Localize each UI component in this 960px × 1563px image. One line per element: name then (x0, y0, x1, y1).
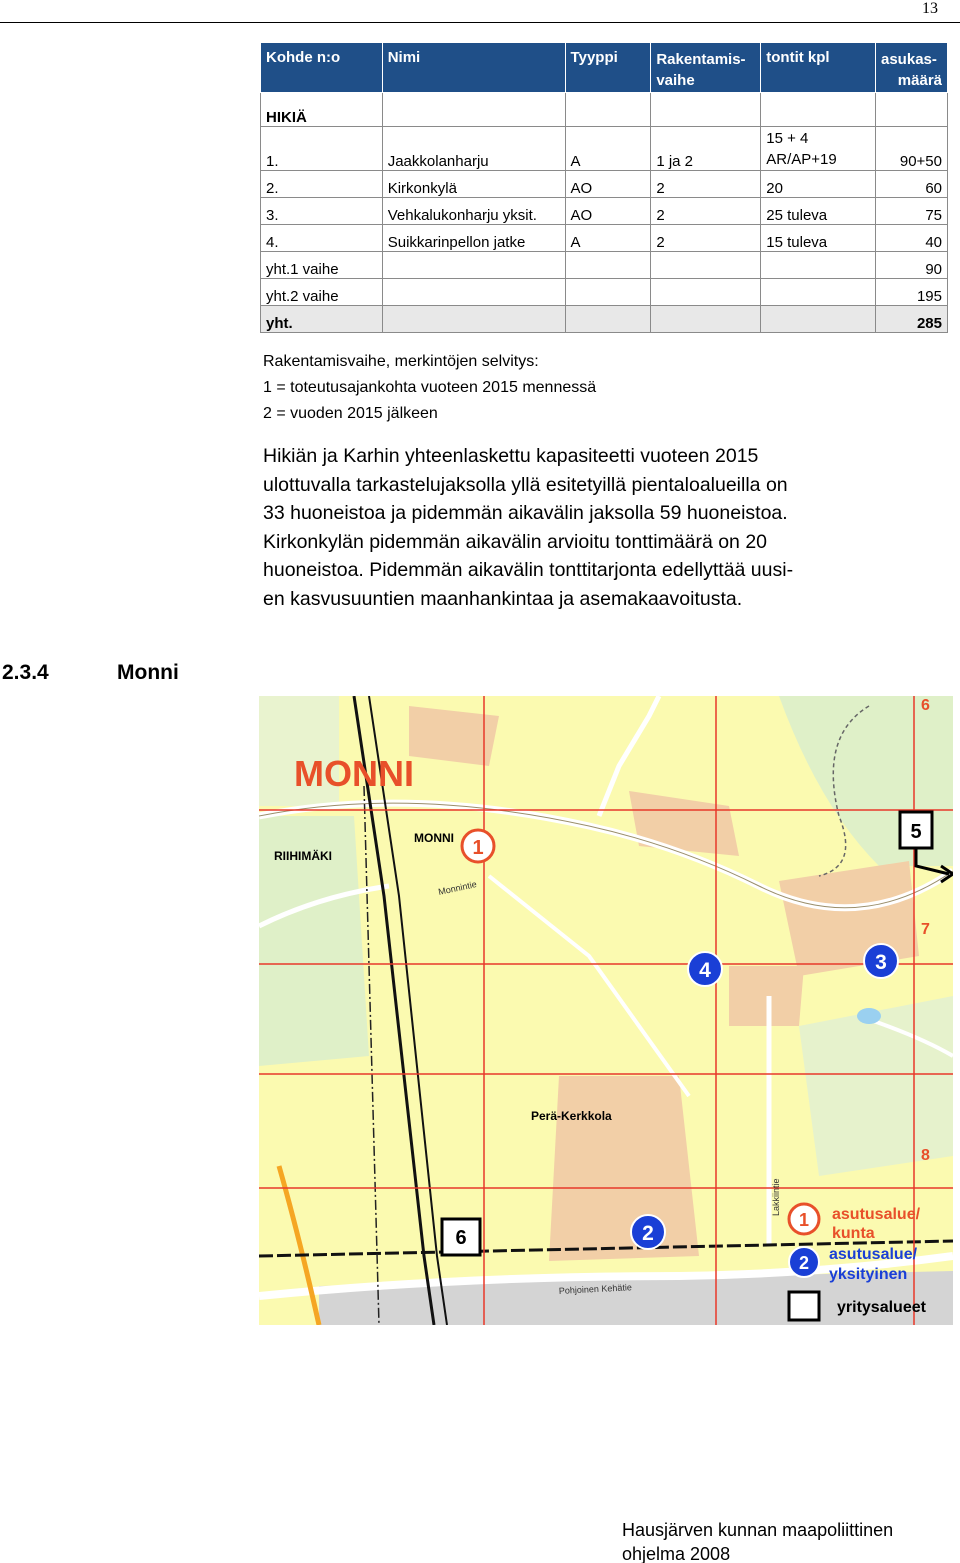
footer-line: Hausjärven kunnan maapoliittinen (622, 1520, 894, 1540)
area-number: 5 (910, 821, 922, 843)
header-rule (0, 22, 960, 23)
table-row (261, 171, 948, 198)
footer-line: ohjelma 2008 (622, 1544, 731, 1563)
section-title: Monni (117, 661, 179, 684)
row-plots: 15 tuleva (761, 225, 876, 252)
street-label: Pohjoinen Kehätie (558, 1282, 633, 1296)
paragraph-line: huoneistoa. Pidemmän aikavälin tonttitarjonta edellyttää uusi- (263, 559, 794, 581)
subtotal-value: 195 (876, 279, 948, 306)
row-phase: 2 (651, 225, 761, 252)
settlement-area (409, 706, 499, 766)
header-cell: asukas- määrä (876, 43, 948, 93)
subtotal-value: 90 (876, 252, 948, 279)
settlement-area (549, 1076, 699, 1261)
row-residents: 75 (876, 198, 948, 225)
page-number: 13 (922, 0, 938, 17)
row-type: AO (565, 171, 651, 198)
row-phase: 2 (651, 198, 761, 225)
grid-number: 6 (921, 697, 930, 714)
legend-label: yksityinen (829, 1266, 908, 1283)
street-label: Lakkiintie (771, 1178, 781, 1216)
paragraph-line: 33 huoneistoa ja pidemmän aikavälin jaksolla 59 huoneistoa. (263, 502, 788, 524)
legend-label: kunta (832, 1225, 875, 1242)
monni-map (259, 696, 953, 1325)
row-phase: 2 (651, 171, 761, 198)
subtotal-label: yht.2 vaihe (261, 279, 383, 306)
area-number: 3 (875, 951, 887, 974)
area-number: 1 (472, 837, 484, 859)
section-label: HIKIÄ (261, 93, 383, 127)
area-number: 2 (642, 1222, 654, 1245)
place-label: MONNI (414, 831, 454, 845)
housing-capacity-table (260, 42, 948, 333)
legend-symbol-number: 1 (798, 1210, 810, 1230)
header-cell: Tyyppi (565, 43, 651, 93)
row-number: 3. (261, 198, 383, 225)
row-residents: 90+50 (876, 127, 948, 171)
paragraph-line: ulottuvalla tarkastelujaksolla yllä esitetyillä pientaloalueilla on (263, 473, 788, 496)
row-plots: 15 + 4 AR/AP+19 (761, 127, 876, 171)
row-number: 2. (261, 171, 383, 198)
map-title: MONNI (294, 753, 414, 794)
header-cell: Rakentamis- vaihe (651, 43, 761, 93)
place-label: Perä-Kerkkola (531, 1109, 612, 1123)
grid-number: 7 (921, 921, 930, 938)
phase-legend-line: 2 = vuoden 2015 jälkeen (263, 405, 438, 422)
pond (857, 1008, 881, 1024)
table-row (261, 198, 948, 225)
row-residents: 60 (876, 171, 948, 198)
subtotal-label: yht.1 vaihe (261, 252, 383, 279)
paragraph-line: Hikiän ja Karhin yhteenlaskettu kapasiteetti vuoteen 2015 (263, 445, 759, 467)
table-section-row (261, 93, 948, 127)
page-footer (622, 1518, 893, 1563)
header-cell: tontit kpl (761, 43, 876, 93)
legend-label: asutusalue/ (829, 1246, 918, 1263)
row-phase: 1 ja 2 (651, 127, 761, 171)
row-type: A (565, 225, 651, 252)
legend-label: asutusalue/ (832, 1206, 921, 1223)
header-cell: Kohde n:o (261, 43, 383, 93)
row-plots: 20 (761, 171, 876, 198)
phase-legend-title: Rakentamisvaihe, merkintöjen selvitys: (263, 353, 539, 370)
capacity-paragraph (263, 442, 933, 613)
phase-legend-line: 1 = toteutusajankohta vuoteen 2015 mennessä (263, 379, 597, 396)
row-number: 1. (261, 127, 383, 171)
area-number: 6 (455, 1227, 467, 1249)
street-label: Monnintie (437, 879, 478, 897)
legend-label: yritysalueet (837, 1299, 926, 1316)
row-plots: 25 tuleva (761, 198, 876, 225)
table-row (261, 127, 948, 171)
paragraph-line: Kirkonkylän pidemmän aikavälin arvioitu tonttimäärä on 20 (263, 530, 768, 553)
row-type: AO (565, 198, 651, 225)
total-row (261, 306, 948, 333)
area-number: 4 (699, 959, 711, 982)
section-number: 2.3.4 (2, 661, 49, 684)
subtotal-row (261, 279, 948, 306)
legend-symbol-number: 2 (798, 1253, 810, 1273)
row-number: 4. (261, 225, 383, 252)
row-residents: 40 (876, 225, 948, 252)
row-name: Jaakkolanharju (382, 127, 565, 171)
row-name: Kirkonkylä (382, 171, 565, 198)
paragraph-line: en kasvusuuntien maanhankintaa ja asemakaavoitusta. (263, 587, 743, 610)
row-name: Vehkalukonharju yksit. (382, 198, 565, 225)
row-name: Suikkarinpellon jatke (382, 225, 565, 252)
place-label: RIIHIMÄKI (274, 849, 332, 863)
total-value: 285 (876, 306, 948, 333)
legend-symbol-business (789, 1292, 819, 1320)
table-row (261, 225, 948, 252)
table-header-row (261, 43, 948, 93)
total-label: yht. (261, 306, 383, 333)
subtotal-row (261, 252, 948, 279)
header-cell: Nimi (382, 43, 565, 93)
phase-legend (263, 349, 596, 427)
row-type: A (565, 127, 651, 171)
grid-number: 8 (921, 1147, 930, 1164)
